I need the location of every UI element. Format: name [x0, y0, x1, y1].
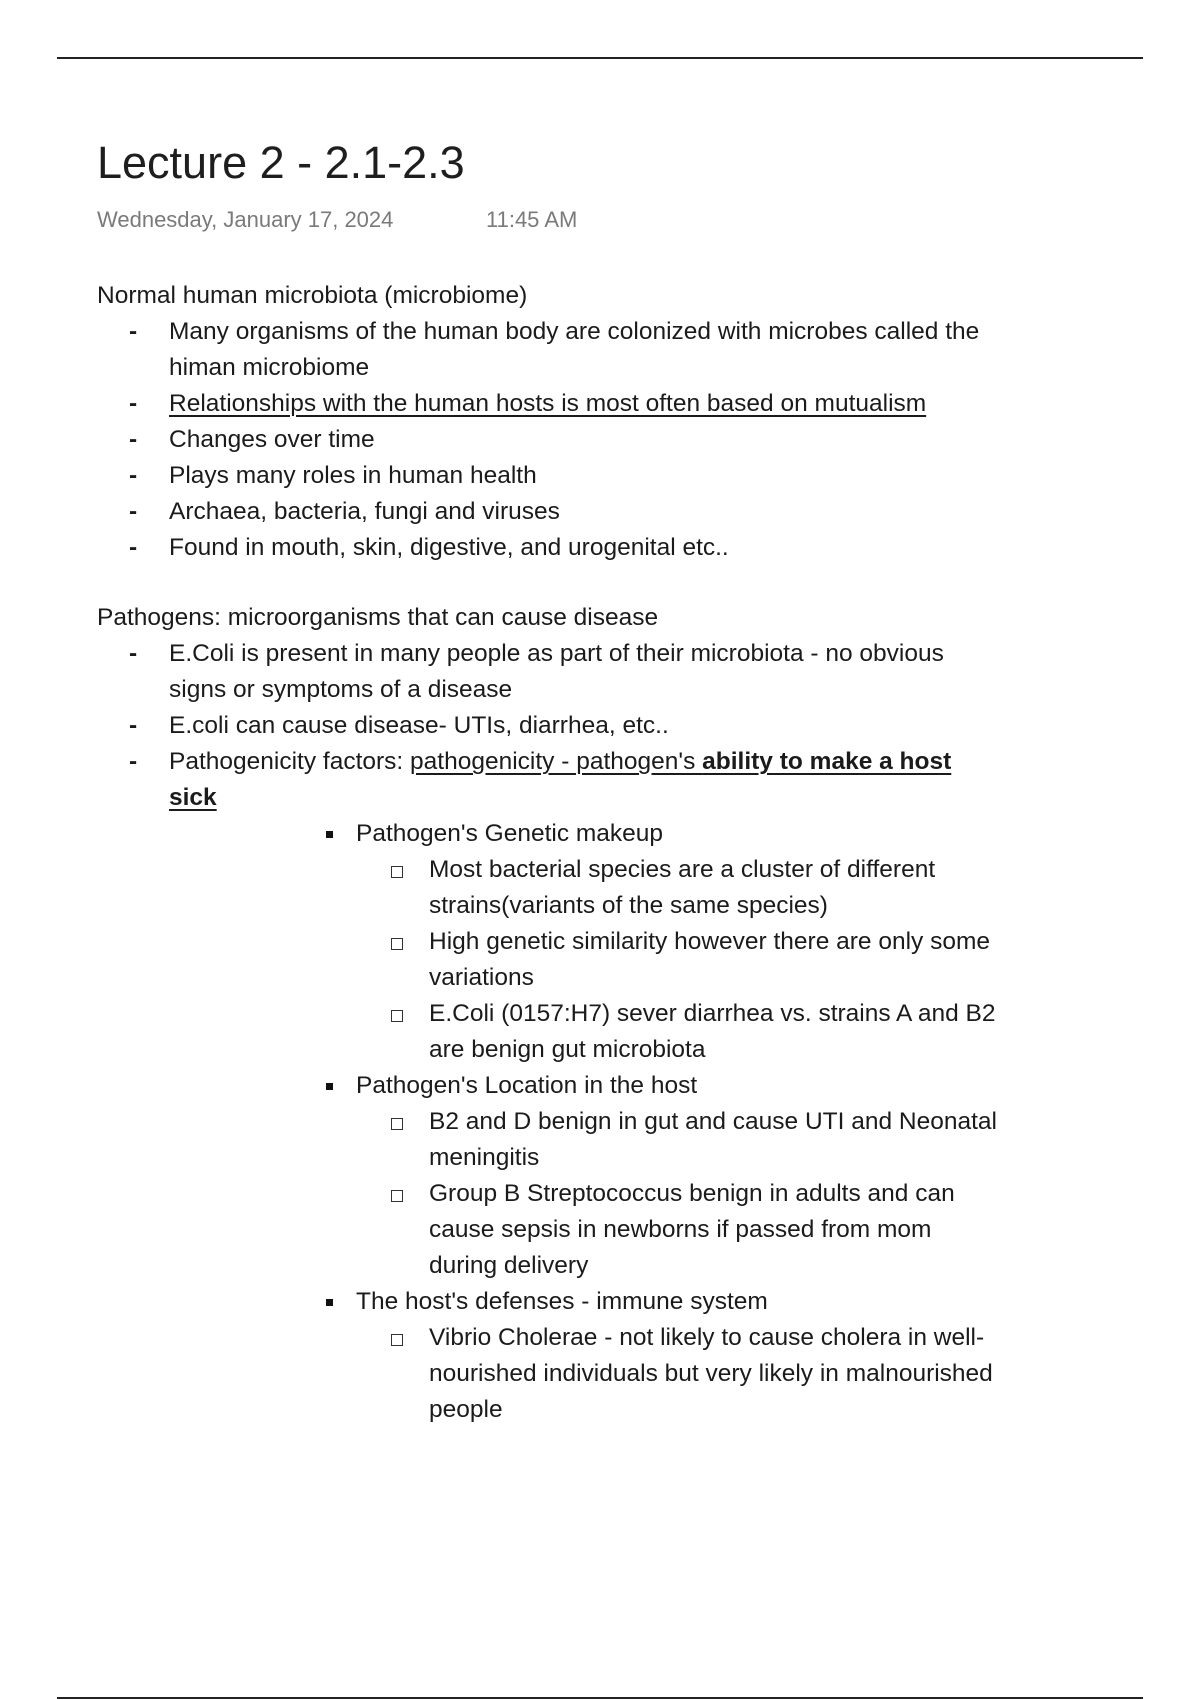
subtopic-point: High genetic similarity however there are only some variations [387, 924, 997, 996]
microbiota-heading: Normal human microbiota (microbiome) [97, 282, 528, 309]
page-time: 11:45 AM [486, 207, 578, 232]
note-body [97, 278, 997, 1428]
list-item: - Plays many roles in human health [97, 458, 997, 494]
section-spacer [97, 566, 997, 600]
subtopic-location [314, 1068, 997, 1284]
subtopic-label: Pathogen's Genetic makeup [356, 820, 664, 847]
page-bottom-margin [0, 1478, 1200, 1698]
subtopic-point: E.Coli (0157:H7) sever diarrhea vs. strains A and B2 are benign gut microbiota [387, 996, 997, 1068]
list-item: - Found in mouth, skin, digestive, and urogenital etc.. [97, 530, 997, 566]
underlined-text: Relationships with the human hosts is most often based on mutualism [169, 390, 927, 417]
microbiota-list [97, 314, 997, 566]
subtopic-point: Vibrio Cholerae - not likely to cause cholera in well-nourished individuals but very likely in malnourished people [387, 1320, 997, 1428]
factors-label: Pathogenicity factors: [169, 748, 411, 775]
subtopic-point: Most bacterial species are a cluster of different strains(variants of the same species) [387, 852, 997, 924]
list-item: - Changes over time [97, 422, 997, 458]
subtopic-host-defenses [314, 1284, 997, 1428]
subtopic-points [387, 1320, 997, 1428]
list-item: - E.Coli is present in many people as part of their microbiota - no obvious signs or symptoms of a disease [97, 636, 997, 708]
factors-definition: pathogenicity - pathogen's [410, 748, 703, 775]
subtopic-label: Pathogen's Location in the host [356, 1072, 698, 1099]
pathogens-heading: Pathogens: microorganisms that can cause disease [97, 604, 659, 631]
bottom-rule [57, 1697, 1143, 1699]
subtopic-label: The host's defenses - immune system [356, 1288, 768, 1315]
subtopic-point: B2 and D benign in gut and cause UTI and Neonatal meningitis [387, 1104, 997, 1176]
top-rule [57, 57, 1143, 59]
list-item: - Many organisms of the human body are colonized with microbes called the himan microbiome [97, 314, 997, 386]
pathogens-list [97, 636, 997, 1428]
factor-subtopics [314, 816, 997, 1428]
list-item: - E.coli can cause disease- UTIs, diarrhea, etc.. [97, 708, 997, 744]
page-title: Lecture 2 - 2.1-2.3 [97, 137, 465, 188]
subtopic-genetic-makeup [314, 816, 997, 1068]
subtopic-points [387, 1104, 997, 1284]
list-item [97, 386, 997, 422]
page-date: Wednesday, January 17, 2024 [97, 207, 394, 232]
subtopic-point: Group B Streptococcus benign in adults and can cause sepsis in newborns if passed from mom during delivery [387, 1176, 997, 1284]
list-item-pathogenicity-factors [97, 744, 997, 1428]
subtopic-points [387, 852, 997, 1068]
list-item: - Archaea, bacteria, fungi and viruses [97, 494, 997, 530]
factors-definition-bold: ability to make a host sick [169, 748, 952, 811]
